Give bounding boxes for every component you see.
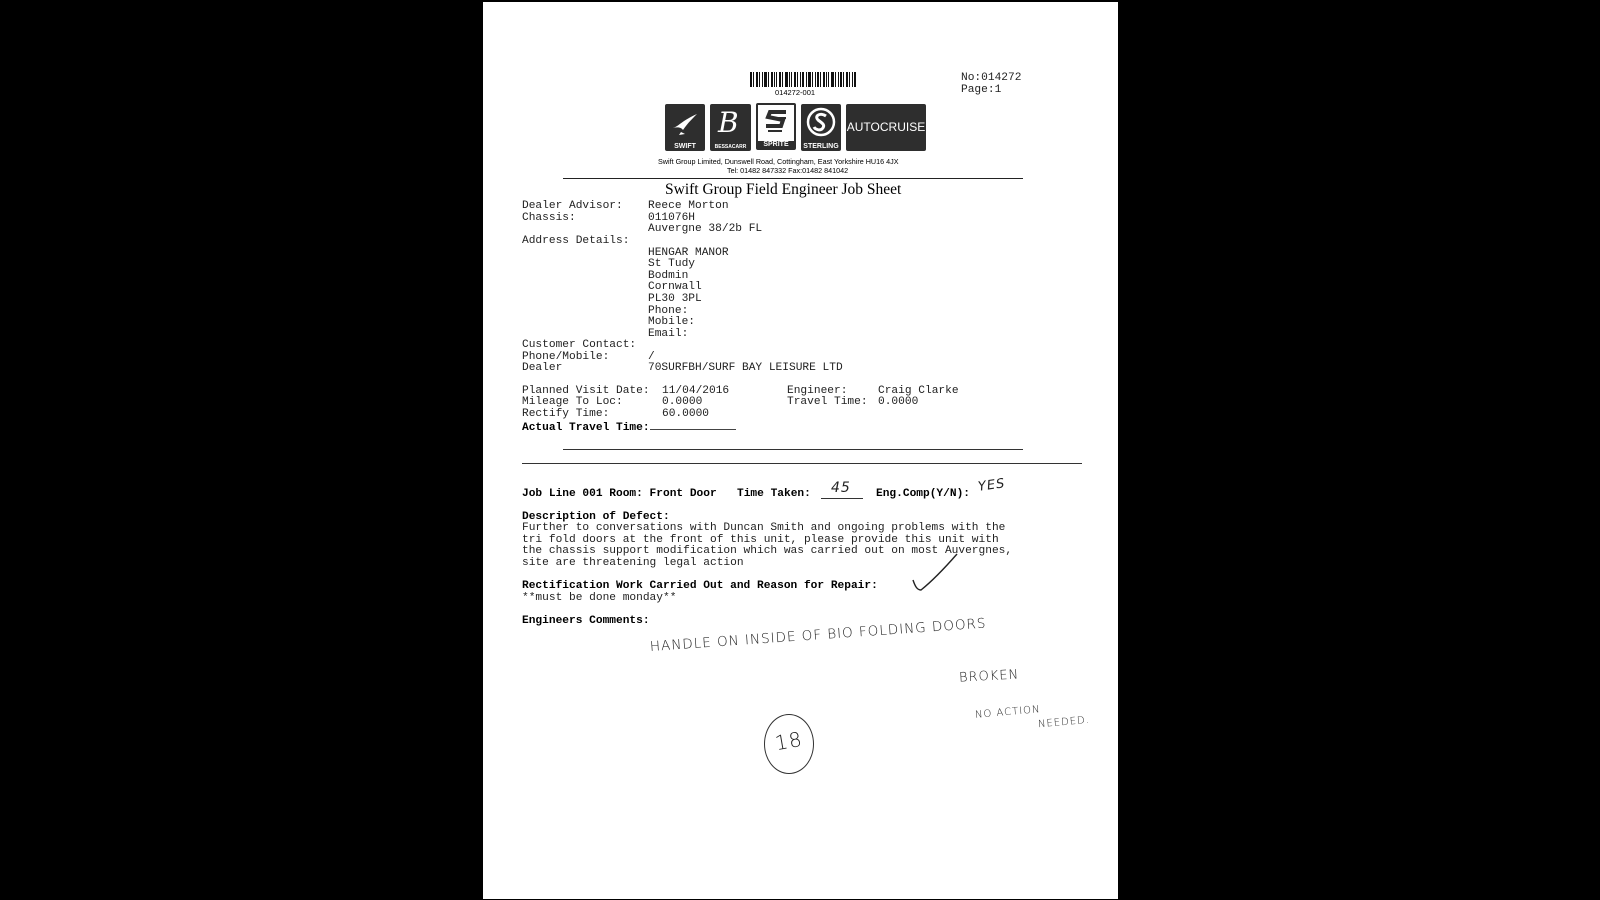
sterling-s-icon bbox=[806, 107, 836, 137]
job-line: Job Line 001 Room: Front Door bbox=[522, 488, 717, 500]
planned-visit-label: Planned Visit Date: bbox=[522, 385, 650, 397]
engineers-comments-heading: Engineers Comments: bbox=[522, 615, 650, 627]
rectification-note: **must be done monday** bbox=[522, 592, 677, 604]
handwritten-note: NEEDED. bbox=[1037, 714, 1091, 731]
page-number: Page:1 bbox=[961, 84, 1002, 96]
address-line: Bodmin bbox=[648, 270, 689, 282]
actual-travel-blank bbox=[650, 420, 736, 430]
chassis-label: Chassis: bbox=[522, 212, 576, 224]
sterling-logo: STERLING bbox=[801, 104, 841, 151]
defect-line: site are threatening legal action bbox=[522, 557, 744, 569]
time-taken-label: Time Taken: bbox=[737, 488, 811, 500]
sprite-s-icon bbox=[764, 108, 790, 136]
handwritten-note: NO ACTION bbox=[974, 704, 1041, 721]
dealer-advisor-label: Dealer Advisor: bbox=[522, 200, 623, 212]
mileage-label: Mileage To Loc: bbox=[522, 396, 623, 408]
mobile-label: Mobile: bbox=[648, 316, 695, 328]
address-label: Address Details: bbox=[522, 235, 630, 247]
bessacarr-b-icon: B bbox=[718, 106, 739, 139]
header-rule bbox=[563, 178, 1023, 179]
engineer-value: Craig Clarke bbox=[878, 385, 959, 397]
dealer-label: Dealer bbox=[522, 362, 563, 374]
time-taken-blank bbox=[821, 498, 863, 499]
eng-comp-label: Eng.Comp(Y/N): bbox=[876, 488, 970, 500]
address-line: HENGAR MANOR bbox=[648, 247, 729, 259]
job-sheet-page bbox=[483, 2, 1118, 899]
customer-contact-label: Customer Contact: bbox=[522, 339, 637, 351]
barcode-number: 014272-001 bbox=[775, 88, 816, 97]
planned-visit-value: 11/04/2016 bbox=[662, 385, 730, 397]
phone-label: Phone: bbox=[648, 305, 689, 317]
model-value: Auvergne 38/2b FL bbox=[648, 223, 763, 235]
travel-time-label: Travel Time: bbox=[787, 396, 868, 408]
bessacarr-logo: B BESSACARR bbox=[710, 104, 751, 151]
handwritten-comment: BROKEN bbox=[958, 667, 1020, 686]
travel-time-value: 0.0000 bbox=[878, 396, 919, 408]
address-line: PL30 3PL bbox=[648, 293, 702, 305]
divider-line bbox=[522, 463, 1082, 464]
actual-travel-label: Actual Travel Time: bbox=[522, 420, 736, 435]
phone-mobile-label: Phone/Mobile: bbox=[522, 351, 610, 363]
rectification-heading: Rectification Work Carried Out and Reason for Repair: bbox=[522, 580, 878, 592]
rectify-label: Rectify Time: bbox=[522, 408, 610, 420]
defect-line: Further to conversations with Duncan Smith and ongoing problems with the bbox=[522, 522, 1006, 534]
rectify-value: 60.0000 bbox=[662, 408, 709, 420]
dealer-value: 70SURFBH/SURF BAY LEISURE LTD bbox=[648, 362, 843, 374]
autocruise-logo: AUTOCRUISE bbox=[846, 104, 926, 151]
swift-bird-icon bbox=[671, 110, 699, 136]
defect-heading: Description of Defect: bbox=[522, 511, 670, 523]
engineer-label: Engineer: bbox=[787, 385, 848, 397]
page-title: Swift Group Field Engineer Job Sheet bbox=[665, 181, 902, 198]
defect-line: the chassis support modification which was carried out on most Auvergnes, bbox=[522, 545, 1013, 557]
time-taken-value: 45 bbox=[831, 480, 851, 496]
document-number: No:014272 bbox=[961, 72, 1022, 84]
barcode bbox=[750, 72, 860, 87]
email-label: Email: bbox=[648, 328, 689, 340]
swift-logo: SWIFT bbox=[665, 104, 705, 151]
chassis-value: 011076H bbox=[648, 212, 695, 224]
phone-mobile-value: / bbox=[648, 351, 655, 363]
address-line: Cornwall bbox=[648, 281, 702, 293]
defect-line: tri fold doors at the front of this unit, please provide this unit with bbox=[522, 534, 999, 546]
circled-number-text: 18 bbox=[773, 726, 805, 756]
eng-comp-value: YES bbox=[977, 476, 1007, 495]
handwritten-comment: HANDLE ON INSIDE OF BIO FOLDING DOORS bbox=[649, 615, 987, 655]
divider-line bbox=[563, 449, 1023, 450]
address-line: St Tudy bbox=[648, 258, 695, 270]
checkmark-icon bbox=[911, 552, 961, 594]
company-contact: Tel: 01482 847332 Fax:01482 841042 bbox=[727, 166, 849, 175]
sprite-logo: SPRITE bbox=[756, 103, 796, 150]
dealer-advisor-value: Reece Morton bbox=[648, 200, 729, 212]
mileage-value: 0.0000 bbox=[662, 396, 703, 408]
company-address: Swift Group Limited, Dunswell Road, Cottingham, East Yorkshire HU16 4JX bbox=[658, 157, 899, 166]
